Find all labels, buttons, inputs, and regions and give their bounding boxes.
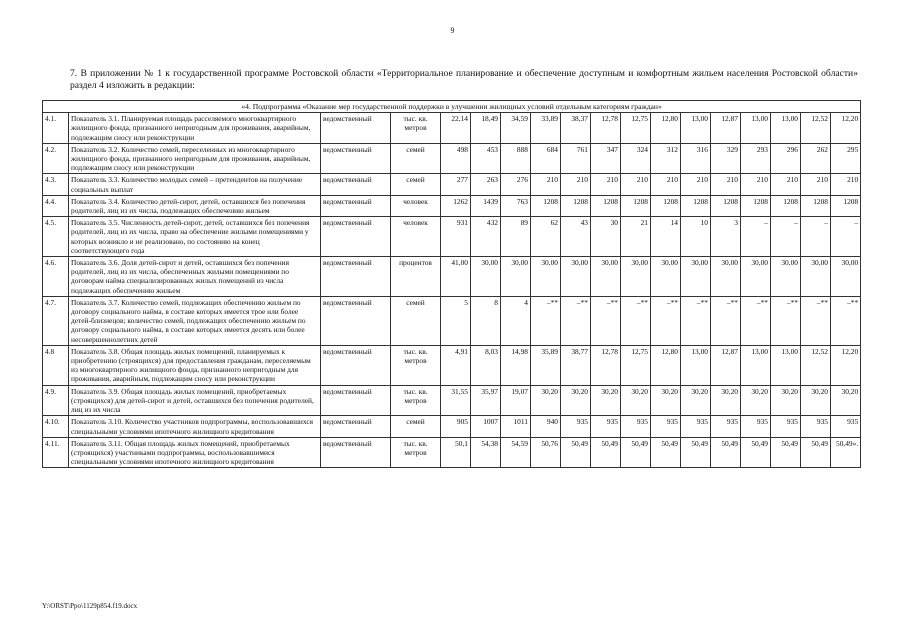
value-cell: 30,20 [711, 385, 741, 416]
value-cell: 324 [621, 143, 651, 174]
value-cell: 888 [501, 143, 531, 174]
footer-file-path: Y:\ORST\Ppo\1129p854.f19.docx [42, 602, 138, 610]
value-cell: 347 [591, 143, 621, 174]
value-cell: 30,00 [831, 257, 861, 297]
value-cell: 1007 [471, 416, 501, 437]
subprogram-title-row [43, 101, 861, 113]
value-cell: 12,20 [831, 345, 861, 385]
value-cell: 1208 [801, 195, 831, 216]
value-cell: 31,55 [441, 385, 471, 416]
row-number: 4.1. [43, 113, 69, 144]
value-cell: 210 [531, 174, 561, 195]
value-cell: 30,20 [741, 385, 771, 416]
value-cell: 12,52 [801, 113, 831, 144]
indicator-type: ведомственный [321, 416, 391, 437]
value-cell: 210 [771, 174, 801, 195]
subprogram-title: «4. Подпрограмма «Оказание мер государственной поддержки в улучшении жилищных условий отдельным категориям граждан» [43, 101, 861, 113]
value-cell: –** [741, 296, 771, 345]
indicator-type: ведомственный [321, 385, 391, 416]
indicator-name: Показатель 3.10. Количество участников подпрограммы, воспользовавшихся специальными условиями ипотечного жилищного кредитования [69, 416, 321, 437]
value-cell: 38,37 [561, 113, 591, 144]
value-cell: 295 [831, 143, 861, 174]
value-cell: 50,49 [651, 437, 681, 468]
value-cell: 12,87 [711, 345, 741, 385]
value-cell: 30,00 [561, 257, 591, 297]
value-cell: 13,00 [771, 345, 801, 385]
value-cell: 30,00 [621, 257, 651, 297]
value-cell: 50,49 [561, 437, 591, 468]
value-cell: –** [831, 296, 861, 345]
page-number: 9 [450, 26, 455, 35]
value-cell: 210 [711, 174, 741, 195]
unit: семей [391, 174, 441, 195]
indicator-name: Показатель 3.6. Доля детей-сирот и детей, оставшихся без попечения родителей, лиц из их числа, обеспеченных жилыми помещениями по договорам найма специализированных жилых помещений из числа подлежащих обеспечению жильем [69, 257, 321, 297]
value-cell: 12,75 [621, 345, 651, 385]
value-cell: 935 [711, 416, 741, 437]
value-cell: 262 [801, 143, 831, 174]
row-number: 4.10. [43, 416, 69, 437]
value-cell: 18,49 [471, 113, 501, 144]
value-cell: 684 [531, 143, 561, 174]
value-cell: 10 [681, 217, 711, 257]
value-cell: 13,00 [681, 113, 711, 144]
row-number: 4.11. [43, 437, 69, 468]
indicator-type: ведомственный [321, 437, 391, 468]
value-cell: 33,89 [531, 113, 561, 144]
indicator-type: ведомственный [321, 257, 391, 297]
value-cell: 13,00 [771, 113, 801, 144]
unit: тыс. кв. метров [391, 437, 441, 468]
value-cell: 935 [561, 416, 591, 437]
value-cell: 432 [471, 217, 501, 257]
value-cell: 1262 [441, 195, 471, 216]
value-cell: 12,78 [591, 345, 621, 385]
value-cell: 50,49». [831, 437, 861, 468]
value-cell: 935 [771, 416, 801, 437]
value-cell: 296 [771, 143, 801, 174]
value-cell: 50,49 [621, 437, 651, 468]
value-cell: 312 [651, 143, 681, 174]
value-cell: –** [711, 296, 741, 345]
unit: семей [391, 143, 441, 174]
indicator-name: Показатель 3.11. Общая площадь жилых помещений, приобретаемых (строящихся) участниками подпрограммы, воспользовавшимися специальными условиями ипотечного жилищного кредитования [69, 437, 321, 468]
value-cell: 277 [441, 174, 471, 195]
indicator-name: Показатель 3.2. Количество семей, переселенных из многоквартирного жилищного фонда, признанного непригодным для проживания, аварийным, подлежащим сносу или реконструкции [69, 143, 321, 174]
value-cell: 4,91 [441, 345, 471, 385]
table-body [43, 101, 861, 468]
indicator-name: Показатель 3.1. Планируемая площадь расселяемого многоквартирного жилищного фонда, признанного непригодным для проживания, аварийным, подлежащим сносу или реконструкции [69, 113, 321, 144]
value-cell: 30,00 [801, 257, 831, 297]
intro-paragraph: 7. В приложении № 1 к государственной программе Ростовской области «Территориальное планирование и обеспечение доступным и комфортным жильем населения Ростовской области» раздел 4 изложить в редакции: [70, 68, 858, 91]
value-cell: 62 [531, 217, 561, 257]
table-row [43, 217, 861, 257]
value-cell: 38,77 [561, 345, 591, 385]
value-cell: 1208 [711, 195, 741, 216]
indicator-type: ведомственный [321, 345, 391, 385]
indicator-name: Показатель 3.3. Количество молодых семей – претендентов на получение социальных выплат [69, 174, 321, 195]
value-cell: 1208 [681, 195, 711, 216]
row-number: 4.4. [43, 195, 69, 216]
value-cell: 21 [621, 217, 651, 257]
table-row [43, 416, 861, 437]
value-cell: 22,14 [441, 113, 471, 144]
value-cell: 30,00 [741, 257, 771, 297]
value-cell: 50,49 [591, 437, 621, 468]
value-cell: 1208 [531, 195, 561, 216]
value-cell: 931 [441, 217, 471, 257]
value-cell: 14 [651, 217, 681, 257]
value-cell: 30,20 [831, 385, 861, 416]
value-cell: 12,75 [621, 113, 651, 144]
table-row [43, 257, 861, 297]
value-cell: 276 [501, 174, 531, 195]
value-cell: 940 [531, 416, 561, 437]
table-row [43, 345, 861, 385]
value-cell: 30,00 [591, 257, 621, 297]
value-cell: –** [801, 296, 831, 345]
value-cell: –** [651, 296, 681, 345]
row-number: 4.6. [43, 257, 69, 297]
row-number: 4.9. [43, 385, 69, 416]
value-cell: –** [681, 296, 711, 345]
value-cell: 30,20 [651, 385, 681, 416]
value-cell: 30,00 [471, 257, 501, 297]
value-cell: – [831, 217, 861, 257]
unit: человек [391, 217, 441, 257]
row-number: 4.5. [43, 217, 69, 257]
value-cell: 935 [831, 416, 861, 437]
value-cell: 1208 [651, 195, 681, 216]
value-cell: 50,49 [801, 437, 831, 468]
value-cell: 30,20 [591, 385, 621, 416]
indicator-name: Показатель 3.4. Количество детей-сирот, детей, оставшихся без попечения родителей, лиц из их числа, подлежащих обеспечению жильем [69, 195, 321, 216]
value-cell: 30,00 [681, 257, 711, 297]
value-cell: 41,00 [441, 257, 471, 297]
indicator-name: Показатель 3.7. Количество семей, подлежащих обеспечению жильем по договору социального найма, в составе которых имеется трое или более детей-близнецов; количество семей, подлежащих обеспечению жильем по договору социального найма, в составе которых имеется десять или более несовершеннолетних детей [69, 296, 321, 345]
row-number: 4.2. [43, 143, 69, 174]
indicator-type: ведомственный [321, 113, 391, 144]
value-cell: 19,07 [501, 385, 531, 416]
table-row [43, 385, 861, 416]
value-cell: 905 [441, 416, 471, 437]
value-cell: –** [771, 296, 801, 345]
value-cell: 30,20 [561, 385, 591, 416]
value-cell: 13,00 [741, 113, 771, 144]
value-cell: 13,00 [741, 345, 771, 385]
value-cell: 30,00 [531, 257, 561, 297]
indicators-table [42, 100, 861, 468]
row-number: 4.8 [43, 345, 69, 385]
row-number: 4.3. [43, 174, 69, 195]
unit: человек [391, 195, 441, 216]
value-cell: 12,20 [831, 113, 861, 144]
value-cell: 1011 [501, 416, 531, 437]
value-cell: 935 [801, 416, 831, 437]
value-cell: 329 [711, 143, 741, 174]
unit: процентов [391, 257, 441, 297]
unit: семей [391, 296, 441, 345]
value-cell: 14,98 [501, 345, 531, 385]
table-row [43, 195, 861, 216]
value-cell: 30,00 [771, 257, 801, 297]
value-cell: 30,00 [651, 257, 681, 297]
value-cell: 54,59 [501, 437, 531, 468]
value-cell: 12,80 [651, 345, 681, 385]
indicator-name: Показатель 3.9. Общая площадь жилых помещений, приобретаемых (строящихся) для детей-сирот и детей, оставшихся без попечения родителей, лиц из их числа [69, 385, 321, 416]
unit: тыс. кв. метров [391, 345, 441, 385]
indicator-name: Показатель 3.5. Численность детей-сирот, детей, оставшихся без попечения родителей, лиц из их числа, право на обеспечение жилыми помещениями у которых возникло и не реализовано, по состоянию на конец соответствующего года [69, 217, 321, 257]
value-cell: 13,00 [681, 345, 711, 385]
value-cell: 4 [501, 296, 531, 345]
value-cell: 30,00 [501, 257, 531, 297]
value-cell: 30,20 [531, 385, 561, 416]
value-cell: – [771, 217, 801, 257]
value-cell: 210 [561, 174, 591, 195]
value-cell: 8 [471, 296, 501, 345]
value-cell: 935 [591, 416, 621, 437]
value-cell: 1208 [741, 195, 771, 216]
value-cell: 935 [621, 416, 651, 437]
value-cell: – [741, 217, 771, 257]
table-row [43, 143, 861, 174]
indicator-type: ведомственный [321, 195, 391, 216]
value-cell: 1208 [561, 195, 591, 216]
value-cell: 50,76 [531, 437, 561, 468]
table-row [43, 113, 861, 144]
value-cell: 30,20 [801, 385, 831, 416]
value-cell: 35,89 [531, 345, 561, 385]
value-cell: 935 [741, 416, 771, 437]
value-cell: 1208 [831, 195, 861, 216]
value-cell: 30,00 [711, 257, 741, 297]
value-cell: 30,20 [621, 385, 651, 416]
value-cell: 293 [741, 143, 771, 174]
value-cell: 316 [681, 143, 711, 174]
value-cell: 3 [711, 217, 741, 257]
value-cell: – [801, 217, 831, 257]
value-cell: 498 [441, 143, 471, 174]
value-cell: 210 [741, 174, 771, 195]
value-cell: 210 [621, 174, 651, 195]
value-cell: 935 [651, 416, 681, 437]
table-row [43, 174, 861, 195]
value-cell: 50,49 [741, 437, 771, 468]
value-cell: 50,49 [711, 437, 741, 468]
value-cell: 34,59 [501, 113, 531, 144]
value-cell: 35,97 [471, 385, 501, 416]
value-cell: 1208 [771, 195, 801, 216]
value-cell: 1439 [471, 195, 501, 216]
value-cell: 12,52 [801, 345, 831, 385]
unit: тыс. кв. метров [391, 113, 441, 144]
value-cell: 89 [501, 217, 531, 257]
value-cell: 12,78 [591, 113, 621, 144]
value-cell: –** [621, 296, 651, 345]
unit: семей [391, 416, 441, 437]
value-cell: 210 [651, 174, 681, 195]
value-cell: 50,49 [681, 437, 711, 468]
value-cell: –** [561, 296, 591, 345]
table-row [43, 437, 861, 468]
value-cell: 54,38 [471, 437, 501, 468]
value-cell: 30 [591, 217, 621, 257]
value-cell: 8,03 [471, 345, 501, 385]
value-cell: 263 [471, 174, 501, 195]
value-cell: 12,80 [651, 113, 681, 144]
value-cell: 453 [471, 143, 501, 174]
indicator-type: ведомственный [321, 296, 391, 345]
indicator-type: ведомственный [321, 174, 391, 195]
value-cell: 210 [801, 174, 831, 195]
value-cell: 50,49 [771, 437, 801, 468]
indicator-type: ведомственный [321, 143, 391, 174]
value-cell: 12,87 [711, 113, 741, 144]
value-cell: 763 [501, 195, 531, 216]
indicator-type: ведомственный [321, 217, 391, 257]
value-cell: 43 [561, 217, 591, 257]
indicator-name: Показатель 3.8. Общая площадь жилых помещений, планируемых к приобретению (строящихся) для предоставления гражданам, переселяемым из многоквартирного жилищного фонда, признанного непригодным для проживания, аварийным, подлежащим сносу или реконструкции [69, 345, 321, 385]
value-cell: 935 [681, 416, 711, 437]
value-cell: 210 [591, 174, 621, 195]
row-number: 4.7. [43, 296, 69, 345]
value-cell: 30,20 [771, 385, 801, 416]
value-cell: –** [591, 296, 621, 345]
unit: тыс. кв. метров [391, 385, 441, 416]
table-row [43, 296, 861, 345]
value-cell: 1208 [621, 195, 651, 216]
value-cell: 50,1 [441, 437, 471, 468]
value-cell: 5 [441, 296, 471, 345]
value-cell: 210 [681, 174, 711, 195]
value-cell: 1208 [591, 195, 621, 216]
value-cell: 761 [561, 143, 591, 174]
value-cell: –** [531, 296, 561, 345]
value-cell: 210 [831, 174, 861, 195]
value-cell: 30,20 [681, 385, 711, 416]
